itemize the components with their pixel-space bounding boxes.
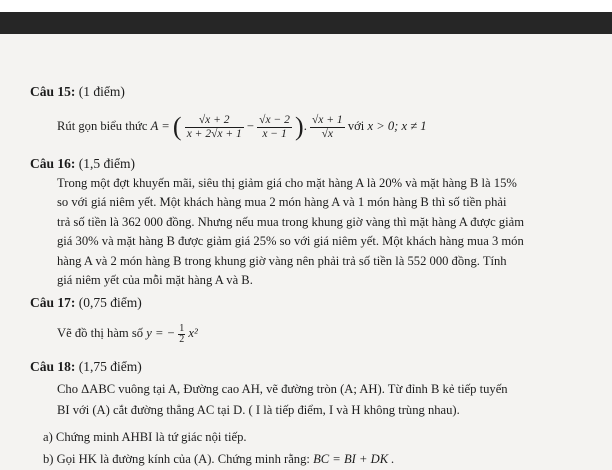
q15-fraction-1: [185, 114, 244, 141]
q18-part-a: a) Chứng minh AHBI là tứ giác nội tiếp.: [43, 430, 247, 444]
q16-line-5: hàng A và 2 món hàng B trong khung giờ vàng nên phải trả số tiền là 552 000 đồng. Tính: [57, 253, 507, 268]
q18-part-b-eq: BC = BI + DK .: [313, 452, 395, 466]
q15-frac3-den: √x: [321, 127, 334, 140]
q16-points: (1,5 điểm): [78, 156, 136, 171]
q16-line-4: giá 30% và mặt hàng B được giảm giá 25% so với giá niêm yết. Một khách hàng mua 3 món: [57, 234, 524, 249]
q17-prefix: Vẽ đồ thị hàm số: [57, 326, 144, 340]
top-dark-band: [0, 12, 612, 34]
q15-fraction-2: [257, 114, 292, 141]
q17-frac-den: 2: [179, 333, 185, 345]
q17-heading: [30, 295, 142, 311]
q17-func-lhs: y = −: [146, 326, 176, 340]
q15-minus: −: [246, 119, 255, 133]
q16-heading: [30, 156, 135, 172]
q15-with: với: [347, 119, 365, 133]
q16-line-3: trả số tiền là 362 000 đồng. Nhưng nếu mua trong khung giờ vàng thì mặt hàng A được giảm: [57, 214, 524, 229]
q18-title: Câu 18:: [30, 359, 76, 374]
q17-title: Câu 17:: [30, 295, 76, 310]
q18-heading: [30, 359, 142, 375]
q15-frac2-num: √x − 2: [259, 113, 290, 126]
q17-frac-num: 1: [179, 322, 185, 334]
q15-frac1-den: x + 2√x + 1: [186, 127, 242, 140]
q16-title: Câu 16:: [30, 156, 76, 171]
q17-fraction: [178, 324, 185, 345]
q16-line-6: giá niêm yết của mỗi mặt hàng A và B.: [57, 273, 253, 288]
q18-line-2: BI với (A) cắt đường thẳng AC tại D. ( I là tiếp điểm, I và H không trùng nhau).: [57, 403, 460, 417]
q15-paren-close: ): [295, 112, 304, 142]
q15-frac2-den: x − 1: [262, 127, 287, 140]
q15-heading: [30, 84, 125, 100]
q16-line-2: so với giá niêm yết. Một khách hàng mua 2 món hàng A và 1 món hàng B thì số tiền phải: [57, 195, 507, 210]
q17-body: [57, 318, 198, 348]
top-margin: [0, 0, 612, 12]
q18-points: (1,75 điểm): [78, 359, 142, 374]
q17-points: (0,75 điểm): [78, 295, 142, 310]
q18-body: [57, 379, 508, 421]
q15-prefix: Rút gọn biểu thức: [57, 119, 148, 133]
document-page: [0, 34, 612, 466]
q15-frac3-num: √x + 1: [312, 113, 343, 126]
q16-line-1: Trong một đợt khuyến mãi, siêu thị giảm giá cho mặt hàng A là 20% và mặt hàng B là 15%: [57, 176, 517, 190]
q15-fraction-3: [310, 114, 345, 141]
q16-body: [57, 174, 524, 290]
q18-part-b: [43, 448, 394, 470]
q18-line-1: Cho ΔABC vuông tại A, Đường cao AH, vẽ đường tròn (A; AH). Từ đỉnh B kẻ tiếp tuyến: [57, 382, 508, 396]
q18-parts: [43, 426, 394, 470]
q15-dot: .: [303, 119, 307, 133]
q18-part-b-prefix: b) Gọi HK là đường kính của (A). Chứng minh rằng:: [43, 452, 310, 466]
q15-title: Câu 15:: [30, 84, 76, 99]
q15-frac1-num: √x + 2: [185, 114, 244, 128]
q15-expr-a: A =: [150, 119, 170, 133]
q17-func-rhs: x²: [188, 326, 198, 340]
q15-points: (1 điểm): [78, 84, 125, 99]
q15-body: [57, 107, 427, 145]
q15-paren-open: (: [172, 112, 182, 142]
q15-condition: x > 0; x ≠ 1: [367, 119, 427, 133]
